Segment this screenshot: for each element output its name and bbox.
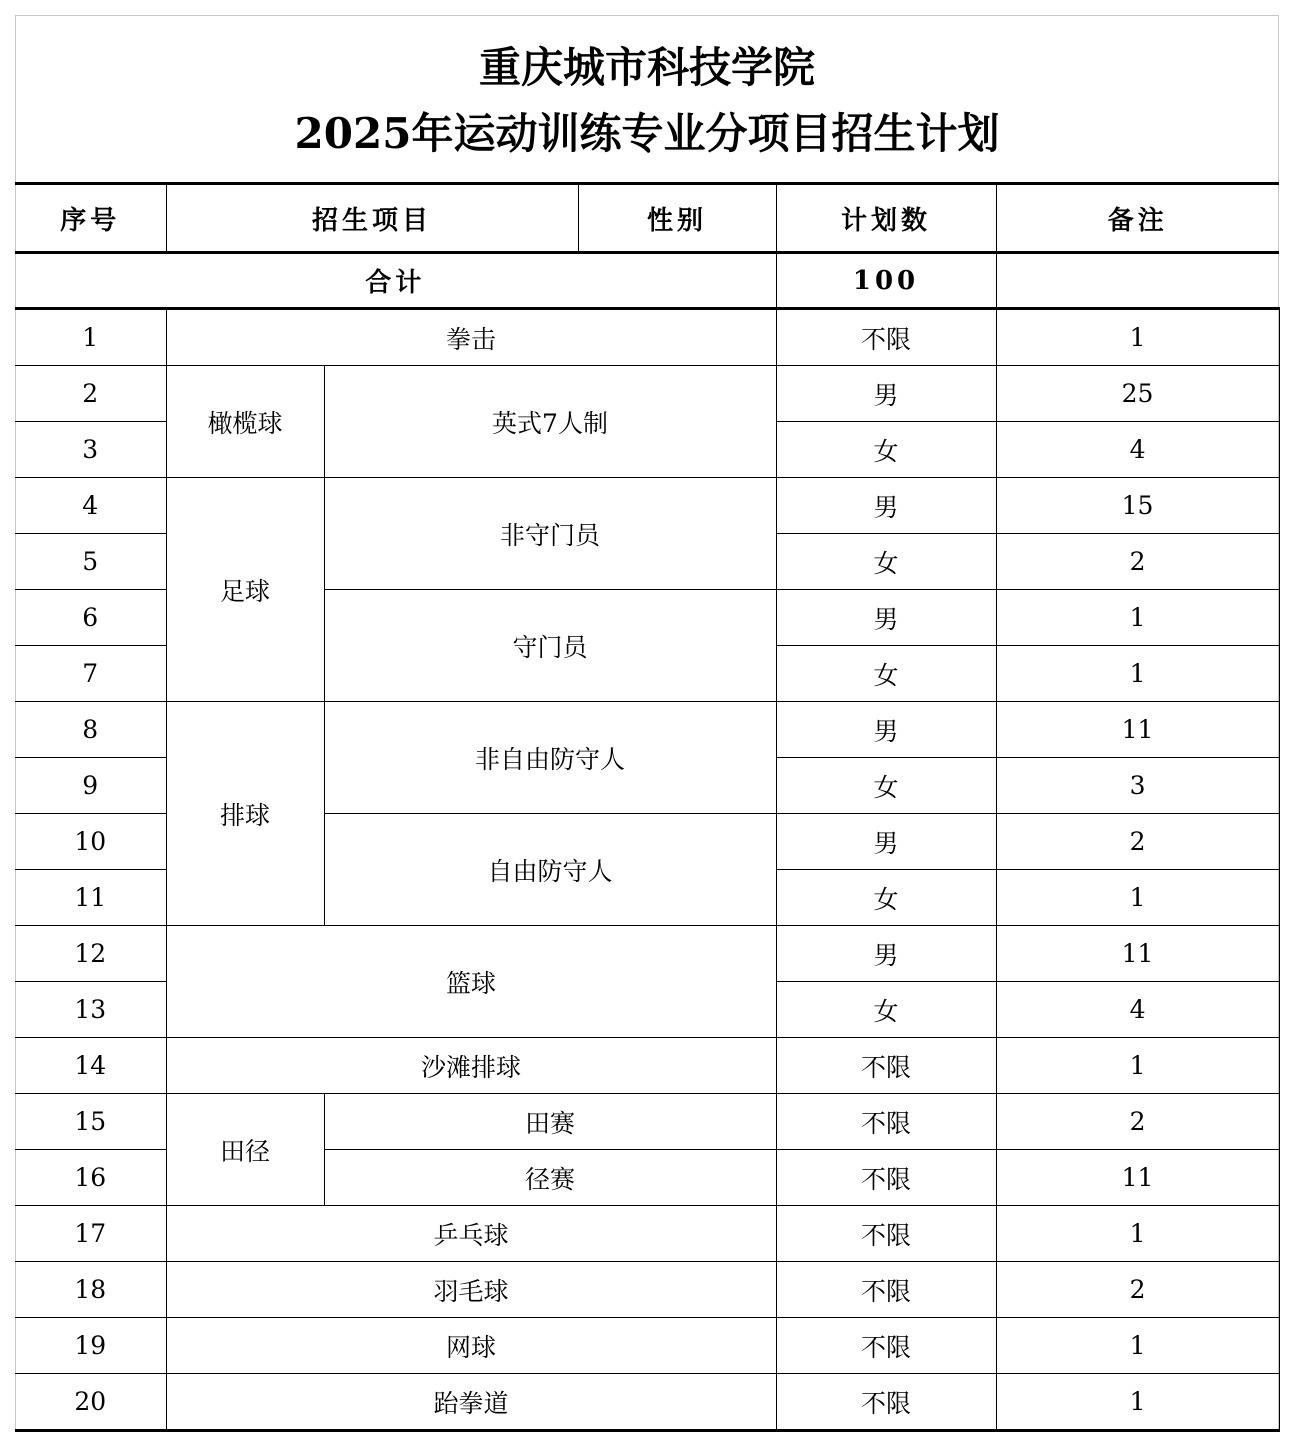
gender-cell: 女 xyxy=(776,758,996,814)
item-sub-cell: 自由防守人 xyxy=(324,814,776,926)
gender-cell: 男 xyxy=(776,590,996,646)
row-index: 17 xyxy=(15,1206,166,1262)
item-group-cell: 排球 xyxy=(166,702,324,926)
row-index: 14 xyxy=(15,1038,166,1094)
quota-cell: 11 xyxy=(996,926,1279,982)
row-index: 8 xyxy=(15,702,166,758)
quota-cell: 25 xyxy=(996,366,1279,422)
row-index: 15 xyxy=(15,1094,166,1150)
table-header-row xyxy=(15,184,1279,253)
quota-cell: 2 xyxy=(996,534,1279,590)
item-group-cell: 橄榄球 xyxy=(166,366,324,478)
quota-cell: 1 xyxy=(996,870,1279,926)
total-remarks xyxy=(996,253,1279,309)
item-sub-cell: 守门员 xyxy=(324,590,776,702)
quota-cell: 1 xyxy=(996,590,1279,646)
table-row xyxy=(15,1094,1279,1150)
gender-cell: 不限 xyxy=(776,1206,996,1262)
gender-cell: 不限 xyxy=(776,1150,996,1206)
item-cell: 篮球 xyxy=(166,926,776,1038)
row-index: 16 xyxy=(15,1150,166,1206)
title-line-2: 2025年运动训练专业分项目招生计划 xyxy=(294,109,1000,158)
enrollment-plan-table xyxy=(15,182,1279,1432)
row-index: 4 xyxy=(15,478,166,534)
gender-cell: 不限 xyxy=(776,1318,996,1374)
quota-cell: 2 xyxy=(996,1094,1279,1150)
item-sub-cell: 田赛 xyxy=(324,1094,776,1150)
header-gender: 性别 xyxy=(578,184,776,253)
quota-cell: 2 xyxy=(996,1262,1279,1318)
item-cell: 羽毛球 xyxy=(166,1262,776,1318)
document-sheet xyxy=(15,15,1279,1429)
total-label: 合计 xyxy=(15,253,776,309)
gender-cell: 女 xyxy=(776,646,996,702)
quota-cell: 1 xyxy=(996,1206,1279,1262)
gender-cell: 不限 xyxy=(776,1374,996,1431)
table-row xyxy=(15,1038,1279,1094)
document-title xyxy=(16,16,1278,182)
item-cell: 沙滩排球 xyxy=(166,1038,776,1094)
table-row xyxy=(15,1374,1279,1431)
row-index: 18 xyxy=(15,1262,166,1318)
total-row xyxy=(15,253,1279,309)
item-cell: 网球 xyxy=(166,1318,776,1374)
row-index: 3 xyxy=(15,422,166,478)
row-index: 9 xyxy=(15,758,166,814)
row-index: 10 xyxy=(15,814,166,870)
quota-cell: 4 xyxy=(996,422,1279,478)
header-remarks: 备注 xyxy=(996,184,1279,253)
quota-cell: 3 xyxy=(996,758,1279,814)
row-index: 11 xyxy=(15,870,166,926)
header-quota: 计划数 xyxy=(776,184,996,253)
item-sub-cell: 径赛 xyxy=(324,1150,776,1206)
row-index: 2 xyxy=(15,366,166,422)
quota-cell: 11 xyxy=(996,702,1279,758)
gender-cell: 不限 xyxy=(776,1038,996,1094)
quota-cell: 1 xyxy=(996,1038,1279,1094)
gender-cell: 女 xyxy=(776,534,996,590)
quota-cell: 1 xyxy=(996,1374,1279,1431)
row-index: 13 xyxy=(15,982,166,1038)
gender-cell: 男 xyxy=(776,926,996,982)
gender-cell: 不限 xyxy=(776,1094,996,1150)
header-item: 招生项目 xyxy=(166,184,578,253)
gender-cell: 不限 xyxy=(776,1262,996,1318)
table-row xyxy=(15,702,1279,758)
item-cell: 拳击 xyxy=(166,309,776,366)
row-index: 12 xyxy=(15,926,166,982)
table-row xyxy=(15,366,1279,422)
quota-cell: 2 xyxy=(996,814,1279,870)
row-index: 19 xyxy=(15,1318,166,1374)
quota-cell: 1 xyxy=(996,646,1279,702)
gender-cell: 女 xyxy=(776,422,996,478)
item-cell: 跆拳道 xyxy=(166,1374,776,1431)
table-row xyxy=(15,926,1279,982)
table-row xyxy=(15,309,1279,366)
header-index: 序号 xyxy=(15,184,166,253)
gender-cell: 女 xyxy=(776,870,996,926)
quota-cell: 1 xyxy=(996,309,1279,366)
title-line-1: 重庆城市科技学院 xyxy=(478,43,815,92)
row-index: 5 xyxy=(15,534,166,590)
item-group-cell: 田径 xyxy=(166,1094,324,1206)
gender-cell: 不限 xyxy=(776,309,996,366)
item-sub-cell: 非自由防守人 xyxy=(324,702,776,814)
gender-cell: 男 xyxy=(776,366,996,422)
quota-cell: 11 xyxy=(996,1150,1279,1206)
row-index: 1 xyxy=(15,309,166,366)
table-row xyxy=(15,478,1279,534)
gender-cell: 男 xyxy=(776,478,996,534)
item-sub-cell: 非守门员 xyxy=(324,478,776,590)
quota-cell: 1 xyxy=(996,1318,1279,1374)
item-sub-cell: 英式7人制 xyxy=(324,366,776,478)
item-group-cell: 足球 xyxy=(166,478,324,702)
gender-cell: 女 xyxy=(776,982,996,1038)
table-row xyxy=(15,1318,1279,1374)
table-row xyxy=(15,1262,1279,1318)
total-value: 100 xyxy=(776,253,996,309)
quota-cell: 4 xyxy=(996,982,1279,1038)
quota-cell: 15 xyxy=(996,478,1279,534)
table-row xyxy=(15,1206,1279,1262)
row-index: 7 xyxy=(15,646,166,702)
row-index: 20 xyxy=(15,1374,166,1431)
gender-cell: 男 xyxy=(776,702,996,758)
row-index: 6 xyxy=(15,590,166,646)
item-cell: 乒乓球 xyxy=(166,1206,776,1262)
gender-cell: 男 xyxy=(776,814,996,870)
